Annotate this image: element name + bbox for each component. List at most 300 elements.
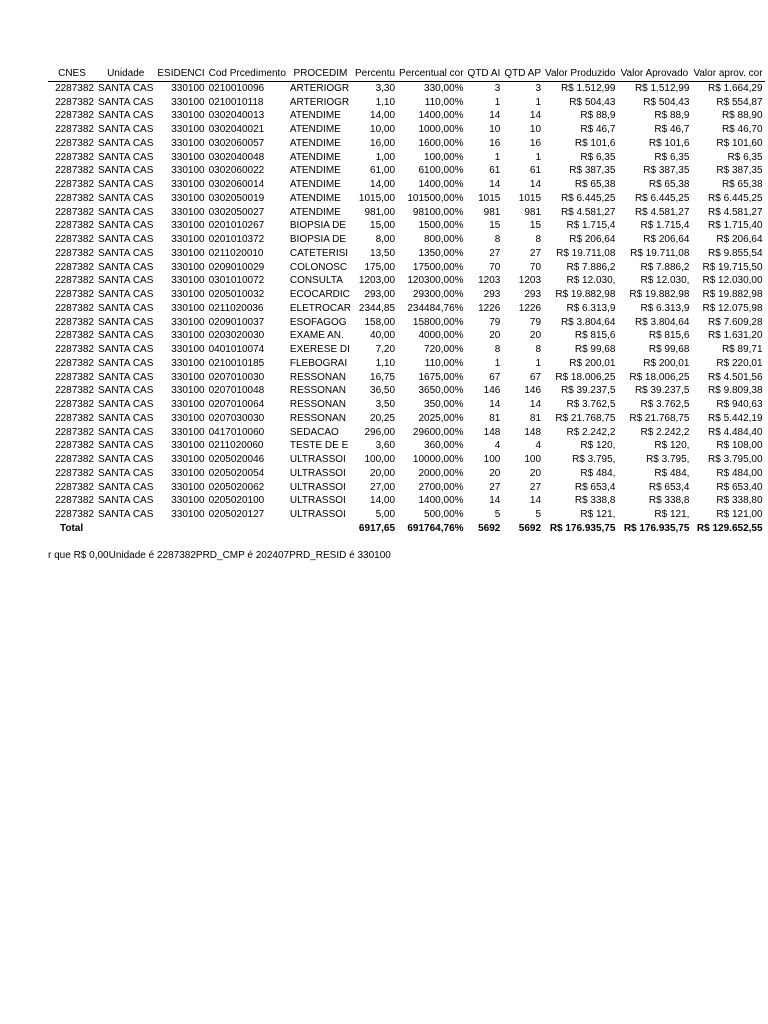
cell-qtd-ai: 16 <box>489 137 501 149</box>
cell-residencia: 330100 <box>171 289 205 300</box>
cell-qtd-ap: 70 <box>529 261 542 273</box>
cell-percentual: 16,00 <box>370 137 396 149</box>
cell-qtd-ai: 3 <box>494 82 501 94</box>
cell-procedimento: SEDACAO <box>289 426 339 438</box>
cell-cod-procedimento: 0302040021 <box>208 124 265 135</box>
table-row <box>48 164 765 178</box>
cell-unidade: SANTA CAS <box>98 357 154 369</box>
cell-procedimento: ELETROCAR <box>289 302 352 314</box>
cell-cod-procedimento: 0205010032 <box>208 289 265 300</box>
cell-cod-procedimento: 0207010030 <box>208 371 265 383</box>
cell-procedimento: ATENDIME <box>289 206 341 218</box>
col-header-cod-procedimento: Cod Prcedimento <box>207 67 288 81</box>
cell-percentual: 3,50 <box>375 399 396 410</box>
cell-valor-produzido: R$ 19.882,98 <box>555 289 616 300</box>
cell-percentual: 36,50 <box>370 385 396 397</box>
table-row <box>48 481 765 495</box>
cell-valor-aprov-cor: R$ 484,00 <box>716 467 763 479</box>
cell-unidade: SANTA CAS <box>98 124 154 135</box>
cell-valor-aprovado: R$ 338,8 <box>648 495 690 507</box>
cell-qtd-ap: 981 <box>524 206 542 218</box>
cell-valor-produzido: R$ 504,43 <box>569 96 616 108</box>
cell-percentual-cor: 360,00% <box>424 440 464 452</box>
table-row <box>48 439 765 453</box>
cell-valor-aprovado: R$ 19.711,08 <box>630 247 690 259</box>
col-header-qtd-ap: QTD AP <box>502 67 543 81</box>
cell-percentual: 175,00 <box>364 261 396 273</box>
cell-valor-produzido: R$ 121, <box>580 509 616 520</box>
cell-cod-procedimento: 0205020100 <box>208 495 265 507</box>
cell-valor-aprovado: R$ 200,01 <box>643 357 690 369</box>
cell-valor-aprov-cor: R$ 65,38 <box>721 179 763 190</box>
cell-unidade: SANTA CAS <box>98 110 154 122</box>
cell-cnes: 2287382 <box>55 96 94 108</box>
cell-cnes: 2287382 <box>55 344 94 355</box>
cell-unidade: SANTA CAS <box>98 165 154 177</box>
cell-valor-aprovado: R$ 1.512,99 <box>634 82 690 94</box>
total-qtd-ai: 5692 <box>478 522 501 534</box>
cell-percentual-cor: 4000,00% <box>418 330 464 342</box>
cell-percentual: 158,00 <box>364 316 396 328</box>
cell-percentual: 1203,00 <box>358 275 396 287</box>
cell-qtd-ai: 70 <box>489 261 501 273</box>
cell-valor-produzido: R$ 6.313,9 <box>566 302 616 314</box>
cell-cnes: 2287382 <box>55 302 94 314</box>
cell-cnes: 2287382 <box>55 440 94 452</box>
cell-valor-aprovado: R$ 206,64 <box>643 234 690 245</box>
cell-valor-aprovado: R$ 18.006,25 <box>629 371 690 383</box>
cell-cnes: 2287382 <box>55 137 94 149</box>
cell-percentual: 1,10 <box>375 357 396 369</box>
cell-percentual: 8,00 <box>375 234 396 245</box>
cell-percentual-cor: 234484,76% <box>407 302 464 314</box>
cell-percentual: 10,00 <box>370 124 396 135</box>
cell-procedimento: ULTRASSOI <box>289 481 346 493</box>
cell-valor-aprov-cor: R$ 46,70 <box>721 124 763 135</box>
cell-valor-aprovado: R$ 99,68 <box>648 344 690 355</box>
total-cell <box>96 522 155 536</box>
cell-residencia: 330100 <box>171 151 205 163</box>
total-percentual-cor: 691764,76% <box>407 522 464 534</box>
cell-residencia: 330100 <box>171 440 205 452</box>
cell-valor-produzido: R$ 815,6 <box>574 330 616 342</box>
cell-valor-produzido: R$ 65,38 <box>574 179 616 190</box>
cell-cnes: 2287382 <box>55 220 94 232</box>
cell-cnes: 2287382 <box>55 412 94 424</box>
cell-valor-produzido: R$ 101,6 <box>574 137 616 149</box>
cell-valor-aprov-cor: R$ 9.809,38 <box>708 385 763 397</box>
cell-residencia: 330100 <box>171 467 205 479</box>
cell-percentual: 3,60 <box>375 440 396 452</box>
cell-percentual-cor: 330,00% <box>424 82 464 94</box>
cell-valor-aprovado: R$ 65,38 <box>648 179 690 190</box>
cell-percentual: 3,30 <box>375 82 396 94</box>
cell-qtd-ai: 27 <box>489 247 501 259</box>
cell-cod-procedimento: 0207010048 <box>208 385 265 397</box>
cell-cnes: 2287382 <box>55 261 94 273</box>
cell-cod-procedimento: 0302050019 <box>208 192 265 204</box>
cell-valor-aprovado: R$ 19.882,98 <box>629 289 690 300</box>
cell-procedimento: ATENDIME <box>289 110 341 122</box>
cell-valor-aprovado: R$ 88,9 <box>654 110 690 122</box>
cell-valor-aprovado: R$ 121, <box>654 509 690 520</box>
data-table <box>48 67 765 536</box>
cell-unidade: SANTA CAS <box>98 371 154 383</box>
cell-percentual: 293,00 <box>364 289 396 300</box>
cell-qtd-ai: 27 <box>489 481 501 493</box>
cell-cod-procedimento: 0210010118 <box>208 96 264 108</box>
cell-qtd-ap: 8 <box>535 344 542 355</box>
cell-valor-aprovado: R$ 101,6 <box>648 137 690 149</box>
cell-unidade: SANTA CAS <box>98 289 154 300</box>
table-row <box>48 81 765 95</box>
cell-procedimento: EXERESE DI <box>289 344 350 355</box>
cell-procedimento: ULTRASSOI <box>289 467 346 479</box>
table-row <box>48 96 765 110</box>
cell-valor-produzido: R$ 120, <box>580 440 616 452</box>
cell-percentual-cor: 110,00% <box>424 96 464 108</box>
cell-residencia: 330100 <box>171 137 205 149</box>
cell-percentual-cor: 1600,00% <box>418 137 464 149</box>
cell-valor-aprov-cor: R$ 4.581,27 <box>708 206 763 218</box>
cell-qtd-ap: 1226 <box>518 302 542 314</box>
cell-valor-aprovado: R$ 653,4 <box>648 481 690 493</box>
cell-qtd-ap: 79 <box>529 316 542 328</box>
total-valor-aprov-cor: R$ 129.652,55 <box>696 522 763 534</box>
cell-qtd-ap: 27 <box>529 481 542 493</box>
cell-residencia: 330100 <box>171 426 205 438</box>
table-row <box>48 206 765 220</box>
cell-cnes: 2287382 <box>55 234 94 245</box>
cell-cnes: 2287382 <box>55 82 94 94</box>
cell-residencia: 330100 <box>171 509 205 520</box>
cell-qtd-ap: 1 <box>535 357 542 369</box>
cell-qtd-ap: 8 <box>535 234 542 245</box>
cell-unidade: SANTA CAS <box>98 234 154 245</box>
cell-percentual-cor: 29600,00% <box>412 426 464 438</box>
cell-valor-produzido: R$ 7.886,2 <box>566 261 616 273</box>
cell-residencia: 330100 <box>171 179 205 190</box>
cell-procedimento: RESSONAN <box>289 412 347 424</box>
cell-percentual: 27,00 <box>370 481 396 493</box>
cell-unidade: SANTA CAS <box>98 316 154 328</box>
cell-cod-procedimento: 0201010267 <box>208 220 265 232</box>
cell-percentual: 981,00 <box>364 206 396 218</box>
cell-valor-aprov-cor: R$ 387,35 <box>716 165 763 177</box>
cell-qtd-ap: 4 <box>535 440 542 452</box>
table-row <box>48 343 765 357</box>
cell-percentual: 100,00 <box>364 454 396 465</box>
cell-valor-aprovado: R$ 504,43 <box>643 96 690 108</box>
cell-valor-aprov-cor: R$ 3.795,00 <box>708 454 763 465</box>
table-row <box>48 137 765 151</box>
cell-cod-procedimento: 0301010072 <box>208 275 265 287</box>
cell-valor-produzido: R$ 88,9 <box>580 110 616 122</box>
col-header-cnes: CNES <box>48 67 96 81</box>
cell-procedimento: ATENDIME <box>289 192 341 204</box>
cell-unidade: SANTA CAS <box>98 220 154 232</box>
cell-valor-aprov-cor: R$ 4.484,40 <box>708 426 763 438</box>
cell-qtd-ap: 14 <box>529 179 542 190</box>
cell-residencia: 330100 <box>171 495 205 507</box>
table-row <box>48 274 765 288</box>
cell-qtd-ai: 8 <box>494 234 501 245</box>
cell-cnes: 2287382 <box>55 192 94 204</box>
cell-valor-produzido: R$ 4.581,27 <box>560 206 616 218</box>
cell-percentual: 20,00 <box>370 467 396 479</box>
cell-residencia: 330100 <box>171 357 205 369</box>
cell-valor-aprov-cor: R$ 206,64 <box>716 234 763 245</box>
cell-cnes: 2287382 <box>55 151 94 163</box>
cell-qtd-ai: 1 <box>494 96 501 108</box>
cell-qtd-ai: 20 <box>489 467 501 479</box>
cell-qtd-ap: 15 <box>529 220 542 232</box>
cell-qtd-ai: 1 <box>494 151 501 163</box>
cell-valor-aprov-cor: R$ 19.882,98 <box>702 289 763 300</box>
cell-valor-produzido: R$ 6,35 <box>580 151 616 163</box>
cell-residencia: 330100 <box>171 481 205 493</box>
cell-unidade: SANTA CAS <box>98 206 154 218</box>
cell-qtd-ap: 148 <box>524 426 542 438</box>
cell-qtd-ap: 5 <box>535 509 542 520</box>
cell-cod-procedimento: 0302050027 <box>208 206 265 218</box>
cell-valor-aprov-cor: R$ 89,71 <box>721 344 763 355</box>
cell-cod-procedimento: 0210010096 <box>208 82 265 94</box>
table-row <box>48 426 765 440</box>
cell-valor-aprovado: R$ 6.445,25 <box>634 192 690 204</box>
cell-procedimento: COLONOSC <box>289 261 348 273</box>
cell-percentual-cor: 720,00% <box>424 344 464 355</box>
cell-qtd-ap: 67 <box>529 371 542 383</box>
cell-valor-aprovado: R$ 2.242,2 <box>640 426 690 438</box>
table-row <box>48 357 765 371</box>
cell-residencia: 330100 <box>171 110 205 122</box>
cell-valor-produzido: R$ 99,68 <box>574 344 616 355</box>
cell-percentual: 1,10 <box>375 96 396 108</box>
cell-valor-aprov-cor: R$ 121,00 <box>716 509 763 520</box>
cell-percentual-cor: 15800,00% <box>412 316 464 328</box>
cell-unidade: SANTA CAS <box>98 454 154 465</box>
cell-percentual: 14,00 <box>370 179 396 190</box>
cell-cnes: 2287382 <box>55 124 94 135</box>
cell-percentual: 7,20 <box>375 344 396 355</box>
cell-valor-aprovado: R$ 39.237,5 <box>634 385 690 397</box>
cell-unidade: SANTA CAS <box>98 385 154 397</box>
cell-cod-procedimento: 0302060057 <box>208 137 265 149</box>
cell-valor-aprovado: R$ 3.804,64 <box>634 316 690 328</box>
cell-valor-aprov-cor: R$ 4.501,56 <box>708 371 763 383</box>
col-header-procedimento: PROCEDIM <box>288 67 353 81</box>
total-label: Total <box>60 522 84 534</box>
cell-residencia: 330100 <box>171 220 205 232</box>
cell-cod-procedimento: 0401010074 <box>208 344 265 355</box>
cell-valor-produzido: R$ 46,7 <box>580 124 616 135</box>
cell-unidade: SANTA CAS <box>98 261 154 273</box>
table-row <box>48 467 765 481</box>
cell-percentual: 1015,00 <box>358 192 396 204</box>
cell-residencia: 330100 <box>171 206 205 218</box>
header-row <box>48 67 765 81</box>
cell-cnes: 2287382 <box>55 275 94 287</box>
cell-procedimento: ATENDIME <box>289 137 341 149</box>
cell-valor-aprov-cor: R$ 940,63 <box>716 399 763 410</box>
cell-cnes: 2287382 <box>55 330 94 342</box>
cell-valor-aprov-cor: R$ 12.075,98 <box>702 302 763 314</box>
cell-procedimento: BIOPSIA DE <box>289 234 347 245</box>
cell-valor-aprov-cor: R$ 1.631,20 <box>708 330 763 342</box>
cell-valor-aprovado: R$ 46,7 <box>654 124 690 135</box>
cell-valor-aprov-cor: R$ 12.030,00 <box>702 275 763 287</box>
cell-valor-produzido: R$ 3.762,5 <box>566 399 616 410</box>
cell-qtd-ai: 5 <box>494 509 501 520</box>
cell-cnes: 2287382 <box>55 399 94 410</box>
cell-percentual: 14,00 <box>370 110 396 122</box>
cell-valor-aprov-cor: R$ 1.715,40 <box>708 220 763 232</box>
cell-unidade: SANTA CAS <box>98 426 154 438</box>
cell-percentual: 40,00 <box>370 330 396 342</box>
cell-qtd-ai: 67 <box>489 371 501 383</box>
cell-valor-aprovado: R$ 4.581,27 <box>634 206 690 218</box>
cell-valor-aprovado: R$ 12.030, <box>640 275 690 287</box>
cell-residencia: 330100 <box>171 412 205 424</box>
cell-percentual: 16,75 <box>370 371 396 383</box>
cell-percentual: 1,00 <box>375 151 396 163</box>
cell-cod-procedimento: 0210010185 <box>208 357 265 369</box>
cell-cnes: 2287382 <box>55 247 94 259</box>
cell-qtd-ap: 14 <box>529 110 542 122</box>
table-row <box>48 247 765 261</box>
cell-qtd-ap: 146 <box>524 385 542 397</box>
cell-residencia: 330100 <box>171 330 205 342</box>
cell-unidade: SANTA CAS <box>98 96 154 108</box>
cell-residencia: 330100 <box>171 302 205 314</box>
cell-cnes: 2287382 <box>55 316 94 328</box>
cell-procedimento: ATENDIME <box>289 124 341 135</box>
cell-percentual-cor: 1000,00% <box>418 124 464 135</box>
cell-percentual: 20,25 <box>370 412 396 424</box>
cell-valor-aprovado: R$ 387,35 <box>643 165 690 177</box>
cell-percentual-cor: 350,00% <box>424 399 464 410</box>
cell-qtd-ai: 1203 <box>478 275 501 287</box>
table-row <box>48 508 765 522</box>
cell-valor-produzido: R$ 3.795, <box>572 454 616 465</box>
cell-cod-procedimento: 0417010060 <box>208 426 265 438</box>
cell-valor-aprov-cor: R$ 19.715,50 <box>702 261 763 273</box>
cell-percentual-cor: 2700,00% <box>418 481 464 493</box>
cell-valor-aprov-cor: R$ 101,60 <box>716 137 763 149</box>
cell-unidade: SANTA CAS <box>98 137 154 149</box>
total-cell <box>155 522 206 536</box>
cell-unidade: SANTA CAS <box>98 467 154 479</box>
table-row <box>48 453 765 467</box>
cell-qtd-ai: 15 <box>489 220 501 232</box>
total-cell <box>207 522 288 536</box>
table-row <box>48 288 765 302</box>
cell-percentual-cor: 120300,00% <box>407 275 464 287</box>
cell-percentual-cor: 17500,00% <box>412 261 464 273</box>
cell-procedimento: FLEBOGRAI <box>289 357 348 369</box>
table-row <box>48 494 765 508</box>
cell-valor-aprovado: R$ 6,35 <box>654 151 690 163</box>
cell-qtd-ap: 100 <box>524 454 542 465</box>
cell-valor-produzido: R$ 484, <box>580 467 616 479</box>
cell-valor-produzido: R$ 1.715,4 <box>566 220 616 232</box>
cell-residencia: 330100 <box>171 371 205 383</box>
cell-qtd-ai: 10 <box>489 124 501 135</box>
cell-qtd-ai: 100 <box>483 454 501 465</box>
table-row <box>48 192 765 206</box>
table-row <box>48 123 765 137</box>
cell-qtd-ap: 1 <box>535 151 542 163</box>
cell-procedimento: ECOCARDIC <box>289 289 350 300</box>
table-row <box>48 233 765 247</box>
cell-percentual: 2344,85 <box>358 302 396 314</box>
cell-valor-produzido: R$ 387,35 <box>569 165 616 177</box>
cell-residencia: 330100 <box>171 192 205 204</box>
cell-qtd-ai: 14 <box>489 495 501 507</box>
cell-cod-procedimento: 0207030030 <box>208 412 265 424</box>
cell-cnes: 2287382 <box>55 289 94 300</box>
cell-cod-procedimento: 0207010064 <box>208 399 265 410</box>
cell-qtd-ap: 293 <box>524 289 542 300</box>
cell-residencia: 330100 <box>171 454 205 465</box>
table-row <box>48 398 765 412</box>
cell-valor-aprov-cor: R$ 1.664,29 <box>708 82 763 94</box>
table-row <box>48 109 765 123</box>
total-valor-produzido: R$ 176.935,75 <box>549 522 616 534</box>
cell-qtd-ai: 8 <box>494 344 501 355</box>
cell-valor-produzido: R$ 1.512,99 <box>560 82 616 94</box>
cell-procedimento: ULTRASSOI <box>289 454 346 465</box>
cell-valor-aprovado: R$ 3.762,5 <box>640 399 690 410</box>
cell-cod-procedimento: 0203020030 <box>208 330 265 342</box>
cell-cod-procedimento: 0205020054 <box>208 467 265 479</box>
cell-qtd-ai: 148 <box>483 426 501 438</box>
cell-residencia: 330100 <box>171 124 205 135</box>
cell-valor-aprovado: R$ 484, <box>654 467 690 479</box>
cell-qtd-ap: 16 <box>529 137 542 149</box>
cell-valor-produzido: R$ 338,8 <box>574 495 616 507</box>
cell-cod-procedimento: 0201010372 <box>208 234 265 245</box>
cell-procedimento: ARTERIOGR <box>289 96 350 108</box>
cell-qtd-ai: 4 <box>494 440 501 452</box>
total-cell <box>288 522 353 536</box>
cell-unidade: SANTA CAS <box>98 481 154 493</box>
cell-procedimento: ESOFAGOG <box>289 316 347 328</box>
total-row <box>48 522 765 536</box>
cell-qtd-ai: 1015 <box>478 192 501 204</box>
cell-qtd-ap: 3 <box>535 82 542 94</box>
table-row <box>48 261 765 275</box>
table-row <box>48 302 765 316</box>
cell-cod-procedimento: 0205020127 <box>208 509 265 520</box>
cell-unidade: SANTA CAS <box>98 151 154 163</box>
table-row <box>48 412 765 426</box>
cell-residencia: 330100 <box>171 247 205 259</box>
cell-unidade: SANTA CAS <box>98 509 154 520</box>
table-row <box>48 151 765 165</box>
cell-percentual-cor: 1350,00% <box>418 247 464 259</box>
cell-qtd-ai: 61 <box>489 165 501 177</box>
cell-cod-procedimento: 0211020036 <box>208 302 264 314</box>
cell-qtd-ai: 981 <box>483 206 501 218</box>
cell-valor-aprov-cor: R$ 220,01 <box>716 357 763 369</box>
table-body <box>48 81 765 522</box>
cell-procedimento: RESSONAN <box>289 385 347 397</box>
cell-cnes: 2287382 <box>55 110 94 122</box>
cell-unidade: SANTA CAS <box>98 302 154 314</box>
cell-qtd-ai: 14 <box>489 110 501 122</box>
